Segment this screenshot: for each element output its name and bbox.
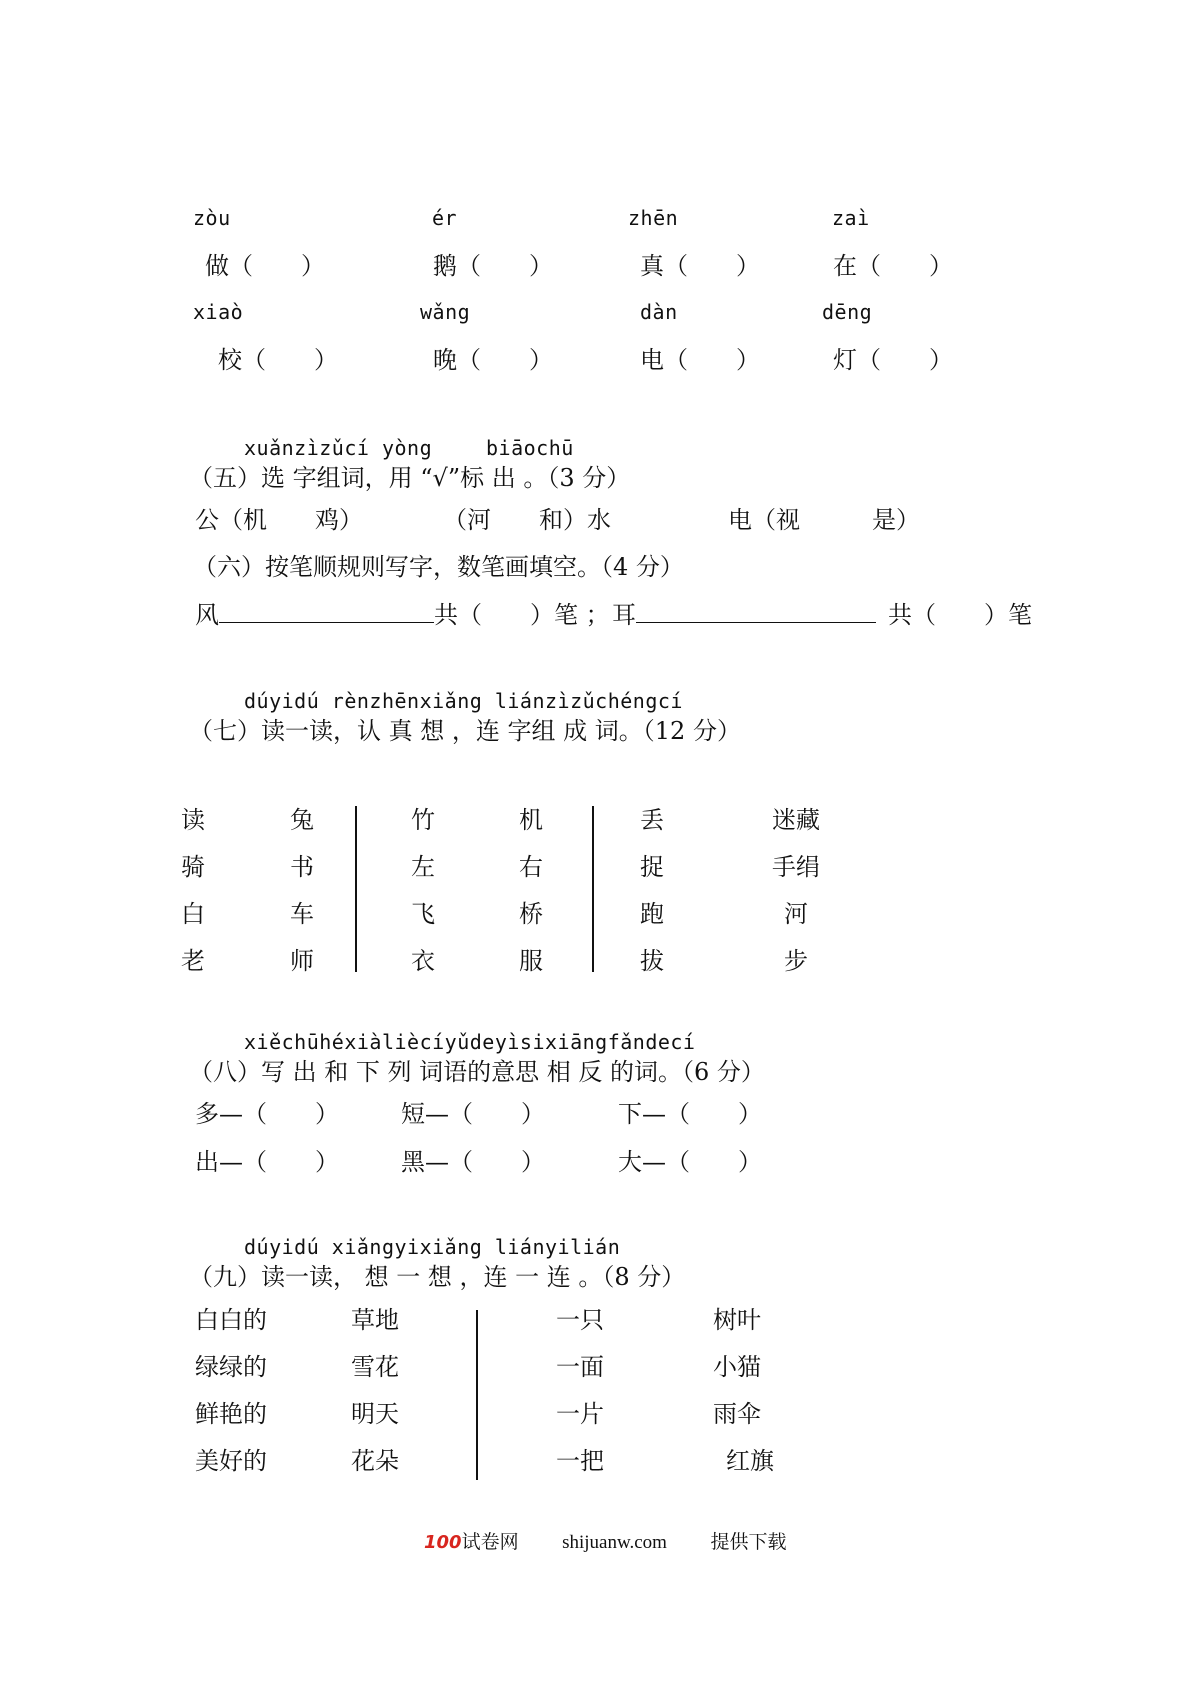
match-word: 一把 (556, 1447, 604, 1475)
match-word: 服 (519, 947, 543, 975)
match-word: 兔 (290, 806, 314, 834)
match-word: 左 (411, 853, 435, 881)
pinyin-label: dúyidú rènzhēnxiǎng liánzìzǔchéngcí (244, 689, 683, 713)
match-word: 草地 (351, 1306, 399, 1334)
char-blank: 真（ ） (640, 252, 760, 280)
pinyin-label: xiěchūhéxiàliècíyǔdeyìsixiāngfǎndecí (244, 1030, 696, 1054)
divider (476, 1310, 478, 1480)
match-word: 一面 (556, 1353, 604, 1381)
match-word: 一片 (556, 1400, 604, 1428)
char-blank: 灯（ ） (833, 346, 953, 374)
match-word: 花朵 (351, 1447, 399, 1475)
pinyin-label: ér (432, 206, 458, 230)
char-blank: 晚（ ） (433, 346, 553, 374)
stroke-char: 耳 (612, 601, 636, 629)
antonym-blank: 出—（ ） (195, 1148, 339, 1176)
match-word: 拔 (640, 947, 664, 975)
antonym-blank: 大—（ ） (618, 1148, 762, 1176)
match-word: 读 (181, 806, 205, 834)
match-word: 机 (519, 806, 543, 834)
choice-item: 电（视 是） (728, 506, 920, 534)
pinyin-label: zhēn (628, 206, 679, 230)
match-word: 红旗 (726, 1447, 774, 1475)
antonym-blank: 黑—（ ） (401, 1148, 545, 1176)
pinyin-label: zòu (193, 206, 231, 230)
match-word: 迷藏 (772, 806, 820, 834)
choice-item: 公（机 鸡） (195, 506, 363, 534)
match-word: 鲜艳的 (195, 1400, 267, 1428)
pinyin-label: xiaò (193, 300, 244, 324)
char-blank: 鹅（ ） (433, 252, 553, 280)
match-word: 桥 (519, 900, 543, 928)
antonym-blank: 下—（ ） (618, 1100, 762, 1128)
footer (424, 1527, 786, 1554)
question-title: （八）写 出 和 下 列 词语的意思 相 反 的词。（6 分） (189, 1058, 765, 1086)
match-word: 手绢 (772, 853, 820, 881)
match-word: 绿绿的 (195, 1353, 267, 1381)
match-word: 白白的 (195, 1306, 267, 1334)
match-word: 明天 (351, 1400, 399, 1428)
stroke-row-1 (195, 595, 610, 630)
match-word: 河 (784, 900, 808, 928)
match-word: 一只 (556, 1306, 604, 1334)
pinyin-label: dúyidú xiǎngyixiǎng liányilián (244, 1235, 621, 1259)
match-word: 竹 (411, 806, 435, 834)
match-word: 雪花 (351, 1353, 399, 1381)
match-word: 右 (519, 853, 543, 881)
pinyin-label: dēng (822, 300, 873, 324)
question-title: （七）读一读，认 真 想 ，连 字组 成 词。（12 分） (189, 717, 741, 745)
site-logo: 100 (424, 1532, 462, 1553)
pinyin-label: xuǎnzìzǔcí yòng (244, 436, 433, 460)
match-word: 车 (290, 900, 314, 928)
question-title: （五）选 字组词，用 “√”标 出 。（3 分） (189, 464, 631, 492)
divider (355, 806, 357, 972)
match-word: 飞 (411, 900, 435, 928)
match-word: 美好的 (195, 1447, 267, 1475)
match-word: 小猫 (713, 1353, 761, 1381)
match-word: 白 (181, 900, 205, 928)
divider (592, 806, 594, 972)
site-logo-text: 试卷网 (461, 1532, 519, 1553)
writing-line (219, 600, 434, 623)
stroke-char: 风 (195, 601, 219, 629)
writing-line (636, 600, 876, 623)
match-word: 步 (784, 947, 808, 975)
footer-note: 提供下载 (710, 1532, 787, 1553)
match-word: 书 (290, 853, 314, 881)
question-title: （九）读一读， 想 一 想 ，连 一 连 。（8 分） (189, 1263, 686, 1291)
match-word: 树叶 (713, 1306, 761, 1334)
match-word: 跑 (640, 900, 664, 928)
char-blank: 电（ ） (640, 346, 760, 374)
match-word: 捉 (640, 853, 664, 881)
stroke-count: 共（ ）笔 (888, 601, 1032, 629)
antonym-blank: 多—（ ） (195, 1100, 339, 1128)
pinyin-label: zaì (832, 206, 870, 230)
match-word: 骑 (181, 853, 205, 881)
choice-item: （河 和）水 (443, 506, 611, 534)
match-word: 衣 (411, 947, 435, 975)
char-blank: 做（ ） (205, 252, 325, 280)
site-url[interactable]: shijuanw.com (562, 1532, 667, 1553)
char-blank: 校（ ） (218, 346, 338, 374)
match-word: 师 (290, 947, 314, 975)
pinyin-label: dàn (640, 300, 678, 324)
pinyin-label: wǎng (420, 300, 471, 324)
char-blank: 在（ ） (833, 252, 953, 280)
stroke-row-2 (612, 595, 1032, 630)
question-title: （六）按笔顺规则写字，数笔画填空。（4 分） (193, 553, 684, 581)
stroke-count: 共（ ）笔 ； (434, 601, 610, 629)
match-word: 丢 (640, 806, 664, 834)
match-word: 雨伞 (713, 1400, 761, 1428)
antonym-blank: 短—（ ） (401, 1100, 545, 1128)
pinyin-label: biāochū (486, 436, 574, 460)
match-word: 老 (181, 947, 205, 975)
